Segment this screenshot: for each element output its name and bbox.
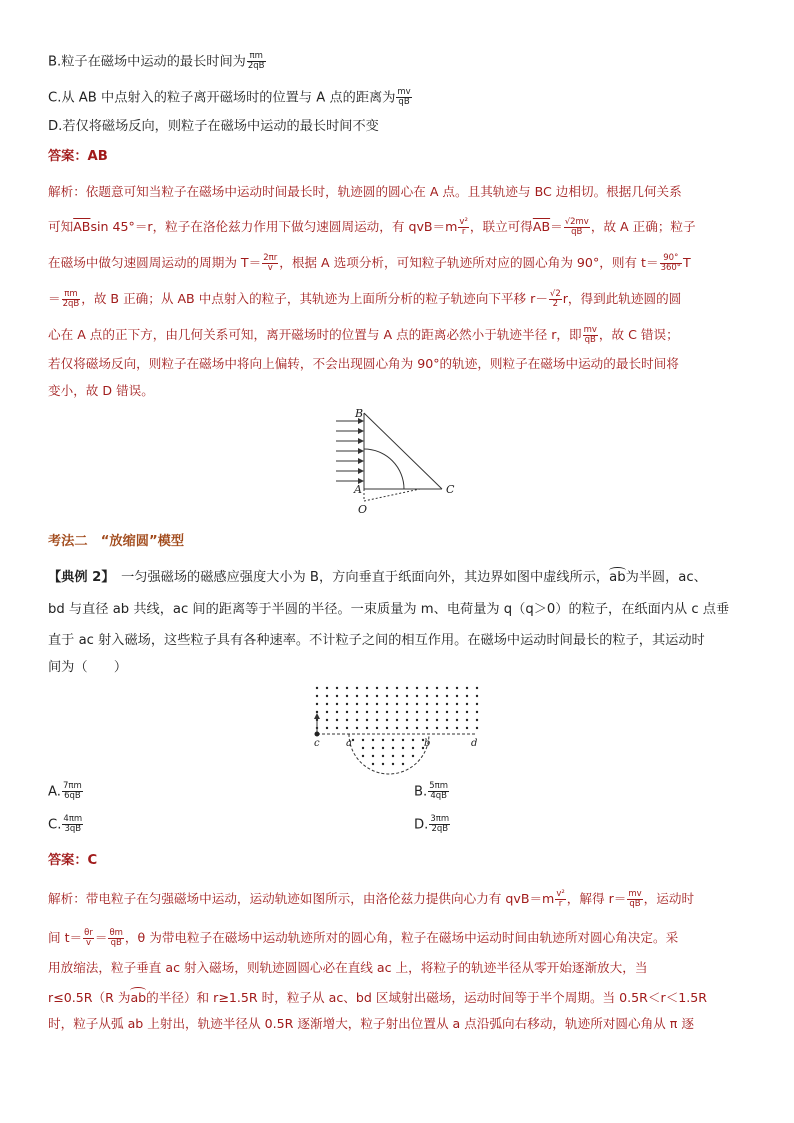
field-dot xyxy=(466,687,468,689)
field-dot xyxy=(456,695,458,697)
analysis-1-line-7: 变小，故 D 错误。 xyxy=(48,383,154,398)
fraction: $\frac{√2mv}{qB}$ xyxy=(564,217,589,237)
field-dot xyxy=(396,703,398,705)
field-dot xyxy=(392,755,394,757)
field-dot xyxy=(356,719,358,721)
example-2-line-2: bd 与直径 ab 共线，ac 间的距离等于半圆的半径。一束质量为 m、电荷量为 q（q＞0）的粒子，在纸面内从 c 点垂 xyxy=(48,602,730,617)
label-c: C xyxy=(446,483,455,496)
field-dot xyxy=(376,719,378,721)
field-dot xyxy=(446,727,448,729)
field-dot xyxy=(402,763,404,765)
field-dot xyxy=(416,687,418,689)
field-dot xyxy=(436,711,438,713)
analysis-1-line-2: 可知$\overline{AB}\sin$ 45°＝r，粒子在洛伦兹力作用下做匀速圆周运动，有 qvB＝m $\frac{\text{v²}}{r}$ ，联立可得$\overline{AB}=$ $\frac{√2mv}{qB}$ ，故 A 正确；粒子 xyxy=(48,217,696,237)
choice-d[interactable]: D. $\frac{3\pi m}{2qB}$ xyxy=(414,814,450,834)
field-dot xyxy=(446,695,448,697)
field-dot xyxy=(316,687,318,689)
example-2-line-4: 间为（ ） xyxy=(48,660,128,675)
field-dot xyxy=(446,711,448,713)
field-dot xyxy=(446,719,448,721)
fraction: $\frac{7\pi m}{6qB}$ xyxy=(62,781,82,801)
field-dot xyxy=(336,711,338,713)
analysis-1-line-4: ＝ $\frac{\pi m}{2qB}$ ，故 B 正确；从 AB 中点射入的粒子，其轨迹为上面所分析的粒子轨迹向下平移 r－ $\frac{√2}{2}$ r，得到此轨迹圆的圆 xyxy=(48,289,682,309)
label-o: O xyxy=(358,503,368,515)
fraction: $\frac{\theta m}{qB}$ xyxy=(109,928,123,948)
field-dot xyxy=(456,719,458,721)
field-dot xyxy=(412,755,414,757)
field-dot xyxy=(326,727,328,729)
field-arrows xyxy=(336,421,363,481)
field-dot xyxy=(356,703,358,705)
option-c: C.从 AB 中点射入的粒子离开磁场时的位置与 A 点的距离为 $\frac{mv}{qB}$ xyxy=(48,87,411,107)
field-dot xyxy=(372,747,374,749)
field-dot xyxy=(372,763,374,765)
fraction: $\frac{mv}{qB}$ xyxy=(397,87,411,107)
fraction: $\frac{\theta r}{v}$ xyxy=(84,928,93,948)
field-dot xyxy=(316,711,318,713)
field-dot xyxy=(416,711,418,713)
field-dot xyxy=(406,719,408,721)
field-dot xyxy=(392,739,394,741)
fraction: $\frac{√2}{2}$ xyxy=(549,289,561,309)
field-dot xyxy=(336,695,338,697)
field-dot xyxy=(466,695,468,697)
label-b2: b xyxy=(424,738,431,749)
field-dot xyxy=(386,727,388,729)
field-dot xyxy=(406,687,408,689)
field-dot xyxy=(396,695,398,697)
fraction: $\frac{90^\circ}{360^\circ}$ xyxy=(660,253,682,273)
field-dot xyxy=(352,739,354,741)
field-dot xyxy=(386,719,388,721)
field-dot xyxy=(466,719,468,721)
field-dot xyxy=(346,687,348,689)
field-dot xyxy=(436,695,438,697)
analysis-2-line-2: 间 t＝ $\frac{\theta r}{v}$ ＝ $\frac{\theta m}{qB}$ ，θ 为带电粒子在磁场中运动轨迹所对的圆心角，粒子在磁场中运动时间由轨迹所对圆心角决定。采 xyxy=(48,928,679,948)
field-dot xyxy=(346,719,348,721)
field-dot xyxy=(396,719,398,721)
field-dot xyxy=(376,703,378,705)
choice-a[interactable]: A. $\frac{7\pi m}{6qB}$ xyxy=(48,781,82,801)
field-dot xyxy=(376,727,378,729)
field-dot xyxy=(406,727,408,729)
field-dot xyxy=(326,703,328,705)
field-dot xyxy=(382,739,384,741)
field-dot xyxy=(366,687,368,689)
field-dot xyxy=(366,695,368,697)
label-c2: c xyxy=(314,738,320,749)
fraction: $\frac{\text{v²}}{r}$ xyxy=(459,217,468,237)
answer-1: 答案：AB xyxy=(48,149,108,164)
fraction: $\frac{\pi m}{2qB}$ xyxy=(62,289,80,309)
analysis-1-line-1: 解析：依题意可知当粒子在磁场中运动时间最长时，轨迹圆的圆心在 A 点。且其轨迹与 BC 边相切。根据几何关系 xyxy=(48,184,682,199)
label-a2: a xyxy=(346,738,352,749)
fraction: $\frac{\text{v²}}{r}$ xyxy=(556,889,565,909)
field-dot xyxy=(366,711,368,713)
label-d2: d xyxy=(471,738,478,749)
field-dot xyxy=(356,695,358,697)
field-dot xyxy=(382,755,384,757)
fraction: $\frac{2\pi r}{v}$ xyxy=(263,253,278,273)
fraction: $\frac{mv}{qB}$ xyxy=(628,889,642,909)
field-dot xyxy=(456,703,458,705)
field-dot xyxy=(412,747,414,749)
field-dot xyxy=(446,687,448,689)
field-dot xyxy=(382,747,384,749)
figure-2-dotted-field xyxy=(305,682,495,782)
field-dot xyxy=(346,695,348,697)
field-dot xyxy=(386,711,388,713)
field-dot xyxy=(356,711,358,713)
choice-c[interactable]: C. $\frac{4\pi m}{3qB}$ xyxy=(48,814,83,834)
field-dot xyxy=(386,695,388,697)
example-2-line-1: 【典例 2】 一匀强磁场的磁感应强度大小为 B，方向垂直于纸面向外，其边界如图中虚线所示，ab为半圆，ac、 xyxy=(48,570,707,585)
field-dot xyxy=(436,687,438,689)
field-dot xyxy=(456,711,458,713)
field-dot xyxy=(366,703,368,705)
field-dot xyxy=(366,719,368,721)
field-dot xyxy=(396,711,398,713)
field-dot xyxy=(376,695,378,697)
field-dot xyxy=(316,695,318,697)
section-title: 考法二 “放缩圆”模型 xyxy=(48,534,185,549)
analysis-1-line-5: 心在 A 点的正下方，由几何关系可知，离开磁场时的位置与 A 点的距离必然小于轨迹半径 r，即 $\frac{mv}{qB}$ ，故 C 错误； xyxy=(48,325,679,345)
field-dot xyxy=(382,763,384,765)
field-dot xyxy=(392,747,394,749)
field-dot xyxy=(476,687,478,689)
field-dot xyxy=(386,687,388,689)
fraction: $\frac{3\pi m}{2qB}$ xyxy=(430,814,450,834)
analysis-2-line-1: 解析：带电粒子在匀强磁场中运动，运动轨迹如图所示，由洛伦兹力提供向心力有 qvB＝m $\frac{\text{v²}}{r}$ ，解得 r＝ $\frac{mv}{qB}$ ，运动时 xyxy=(48,889,695,909)
field-dot xyxy=(326,687,328,689)
field-dot xyxy=(372,755,374,757)
field-dot xyxy=(476,727,478,729)
field-dot xyxy=(316,703,318,705)
field-dot xyxy=(412,739,414,741)
field-dot xyxy=(416,703,418,705)
answer-2: 答案：C xyxy=(48,853,98,868)
field-dot xyxy=(396,687,398,689)
field-dot xyxy=(402,747,404,749)
field-dot xyxy=(376,711,378,713)
field-dot xyxy=(476,695,478,697)
field-dot xyxy=(336,719,338,721)
field-dot xyxy=(346,703,348,705)
field-dot xyxy=(416,719,418,721)
field-dot xyxy=(392,763,394,765)
field-dot xyxy=(426,719,428,721)
field-dot xyxy=(402,755,404,757)
choice-b[interactable]: B. $\frac{5\pi m}{4qB}$ xyxy=(414,781,449,801)
analysis-2-line-4: r≤0.5R（R 为ab的半径）和 r≥1.5R 时，粒子从 ac、bd 区域射出磁场，运动时间等于半个周期。当 0.5R＜r＜1.5R xyxy=(48,990,708,1005)
field-dot xyxy=(436,703,438,705)
analysis-1-line-6: 若仅将磁场反向，则粒子在磁场中将向上偏转，不会出现圆心角为 90°的轨迹，则粒子在磁场中运动的最长时间将 xyxy=(48,356,679,371)
analysis-2-line-5: 时，粒子从弧 ab 上射出，轨迹半径从 0.5R 逐渐增大，粒子射出位置从 a 点沿弧向右移动，轨迹所对圆心角从 π 逐 xyxy=(48,1016,694,1031)
field-dot xyxy=(426,711,428,713)
label-a: A xyxy=(354,483,362,496)
field-dot xyxy=(426,695,428,697)
fraction: $\frac{mv}{qB}$ xyxy=(583,325,597,345)
field-dot xyxy=(356,727,358,729)
option-b: B.粒子在磁场中运动的最长时间为 $\frac{\pi m}{2qB}$ xyxy=(48,51,265,71)
field-dot xyxy=(436,727,438,729)
field-dot xyxy=(476,703,478,705)
field-dot xyxy=(326,719,328,721)
fraction: $\frac{\pi m}{2qB}$ xyxy=(247,51,265,71)
fraction: $\frac{4\pi m}{3qB}$ xyxy=(63,814,83,834)
field-dot xyxy=(396,727,398,729)
field-dot xyxy=(426,703,428,705)
field-dot xyxy=(366,727,368,729)
field-dot xyxy=(386,703,388,705)
field-dot xyxy=(356,687,358,689)
field-dot xyxy=(372,739,374,741)
field-dot xyxy=(346,711,348,713)
field-dot xyxy=(416,695,418,697)
point-c xyxy=(315,732,320,737)
field-dot xyxy=(466,703,468,705)
field-dot xyxy=(466,711,468,713)
figure-1-triangle-field xyxy=(330,405,470,515)
field-dot xyxy=(466,727,468,729)
field-dot xyxy=(426,687,428,689)
field-dot xyxy=(336,727,338,729)
example-2-line-3: 直于 ac 射入磁场，这些粒子具有各种速率。不计粒子之间的相互作用。在磁场中运动时间最长的粒子，其运动时 xyxy=(48,633,705,648)
label-b: B xyxy=(355,407,364,420)
field-dot xyxy=(476,719,478,721)
field-dot xyxy=(346,727,348,729)
field-dot xyxy=(406,695,408,697)
field-dot xyxy=(416,727,418,729)
field-dot xyxy=(326,711,328,713)
field-dot xyxy=(362,747,364,749)
field-dot xyxy=(402,739,404,741)
field-dot xyxy=(336,687,338,689)
field-dot xyxy=(376,687,378,689)
field-dot xyxy=(456,727,458,729)
analysis-2-line-3: 用放缩法，粒子垂直 ac 射入磁场，则轨迹圆圆心必在直线 ac 上，将粒子的轨迹半径从零开始逐渐放大，当 xyxy=(48,960,648,975)
field-dot xyxy=(406,711,408,713)
field-dot xyxy=(426,727,428,729)
field-dot xyxy=(326,695,328,697)
field-dot xyxy=(446,703,448,705)
field-dot xyxy=(362,739,364,741)
field-dot xyxy=(336,703,338,705)
field-dot xyxy=(406,703,408,705)
field-dot xyxy=(456,687,458,689)
field-dot xyxy=(476,711,478,713)
analysis-1-line-3: 在磁场中做匀速圆周运动的周期为 T＝ $\frac{2\pi r}{v}$ ，根据 A 选项分析，可知粒子轨迹所对应的圆心角为 90°，则有 t＝ $\frac{90^\circ}{360^\circ}$ T xyxy=(48,253,691,273)
fraction: $\frac{5\pi m}{4qB}$ xyxy=(429,781,449,801)
option-d: D.若仅将磁场反向，则粒子在磁场中运动的最长时间不变 xyxy=(48,119,379,134)
field-dot xyxy=(362,755,364,757)
field-dot xyxy=(436,719,438,721)
